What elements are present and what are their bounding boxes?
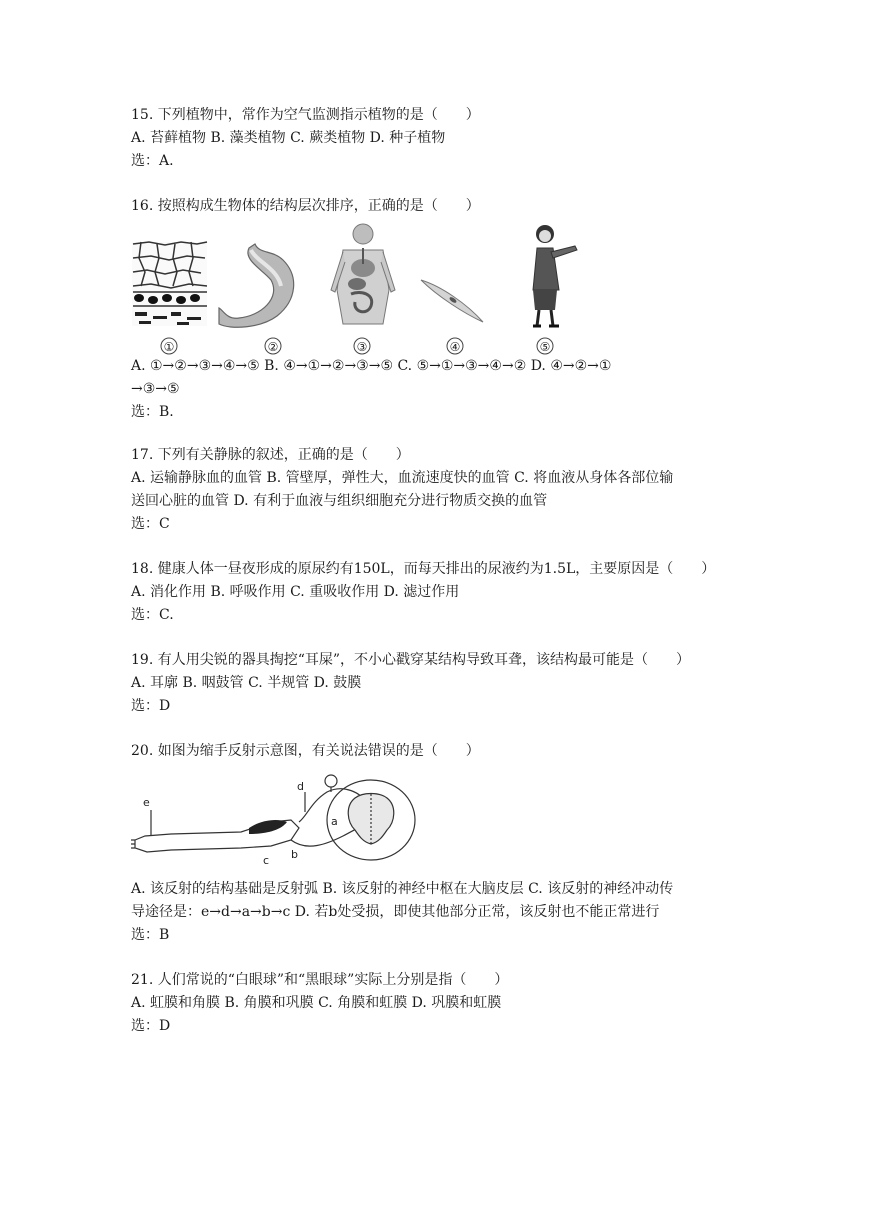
- figure-label-3: ③: [356, 340, 368, 354]
- reflex-label-d: d: [297, 780, 304, 793]
- figure-label-5: ⑤: [539, 340, 551, 354]
- question-answer: 选：B: [131, 927, 170, 943]
- reflex-label-e: e: [143, 796, 150, 809]
- question-17: [131, 444, 741, 536]
- question-answer: 选：D: [131, 698, 171, 714]
- question-stem: 16. 按照构成生物体的结构层次排序，正确的是（ ）: [131, 198, 480, 214]
- question-answer: 选：D: [131, 1018, 171, 1034]
- reflex-arc-figure: [131, 770, 421, 874]
- question-15: [131, 104, 741, 173]
- question-16: [131, 195, 741, 218]
- question-answer: 选：A.: [131, 153, 174, 169]
- reflex-label-a: a: [331, 815, 338, 828]
- question-answer: 选：B.: [131, 404, 174, 420]
- figure-label-1: ①: [163, 340, 175, 354]
- question-18: [131, 558, 741, 627]
- question-options: A. 苔藓植物 B. 藻类植物 C. 蕨类植物 D. 种子植物: [131, 130, 446, 146]
- question-stem: 19. 有人用尖锐的器具掏挖“耳屎”，不小心戳穿某结构导致耳聋，该结构最可能是（ ）: [131, 652, 691, 668]
- question-options: A. 虹膜和角膜 B. 角膜和巩膜 C. 角膜和虹膜 D. 巩膜和虹膜: [131, 995, 502, 1011]
- question-options-continued: 送回心脏的血管 D. 有利于血液与组织细胞充分进行物质交换的血管: [131, 493, 548, 509]
- question-stem: 20. 如图为缩手反射示意图，有关说法错误的是（ ）: [131, 743, 480, 759]
- question-options: A. ①→②→③→④→⑤ B. ④→①→②→③→⑤ C. ⑤→①→③→④→② D. ④→②→①: [131, 358, 612, 374]
- structure-levels-figure: [131, 220, 591, 364]
- question-16-options: [131, 355, 741, 424]
- muscle-cell-image: [421, 280, 483, 322]
- human-body-image: [331, 224, 395, 324]
- question-answer: 选：C.: [131, 607, 174, 623]
- reflex-label-c: c: [263, 854, 270, 867]
- question-options: A. 消化作用 B. 呼吸作用 C. 重吸收作用 D. 滤过作用: [131, 584, 460, 600]
- figure-label-2: ②: [267, 340, 279, 354]
- question-stem: 18. 健康人体一昼夜形成的原尿约有150L，而每天排出的尿液约为1.5L，主要原因是（ ）: [131, 561, 716, 577]
- question-answer: 选：C: [131, 516, 170, 532]
- person-image: [533, 225, 577, 326]
- question-options-continued: →③→⑤: [131, 381, 180, 397]
- question-options-continued: 导途径是：e→d→a→b→c D. 若b处受损，即使其他部分正常，该反射也不能正常进行: [131, 904, 660, 920]
- figure-label-4: ④: [449, 340, 461, 354]
- question-stem: 17. 下列有关静脉的叙述，正确的是（ ）: [131, 447, 410, 463]
- question-19: [131, 649, 741, 718]
- question-21: [131, 969, 741, 1038]
- question-options: A. 该反射的结构基础是反射弧 B. 该反射的神经中枢在大脑皮层 C. 该反射的神经冲动传: [131, 881, 674, 897]
- stomach-image: [219, 244, 294, 327]
- question-stem: 15. 下列植物中，常作为空气监测指示植物的是（ ）: [131, 107, 480, 123]
- question-20: [131, 740, 741, 763]
- question-options: A. 运输静脉血的血管 B. 管壁厚，弹性大，血流速度快的血管 C. 将血液从身体各部位输: [131, 470, 674, 486]
- question-20-options: [131, 878, 741, 947]
- question-stem: 21. 人们常说的“白眼球”和“黑眼球”实际上分别是指（ ）: [131, 972, 509, 988]
- reflex-label-b: b: [291, 848, 298, 861]
- tissue-image: [132, 242, 207, 326]
- question-options: A. 耳廓 B. 咽鼓管 C. 半规管 D. 鼓膜: [131, 675, 362, 691]
